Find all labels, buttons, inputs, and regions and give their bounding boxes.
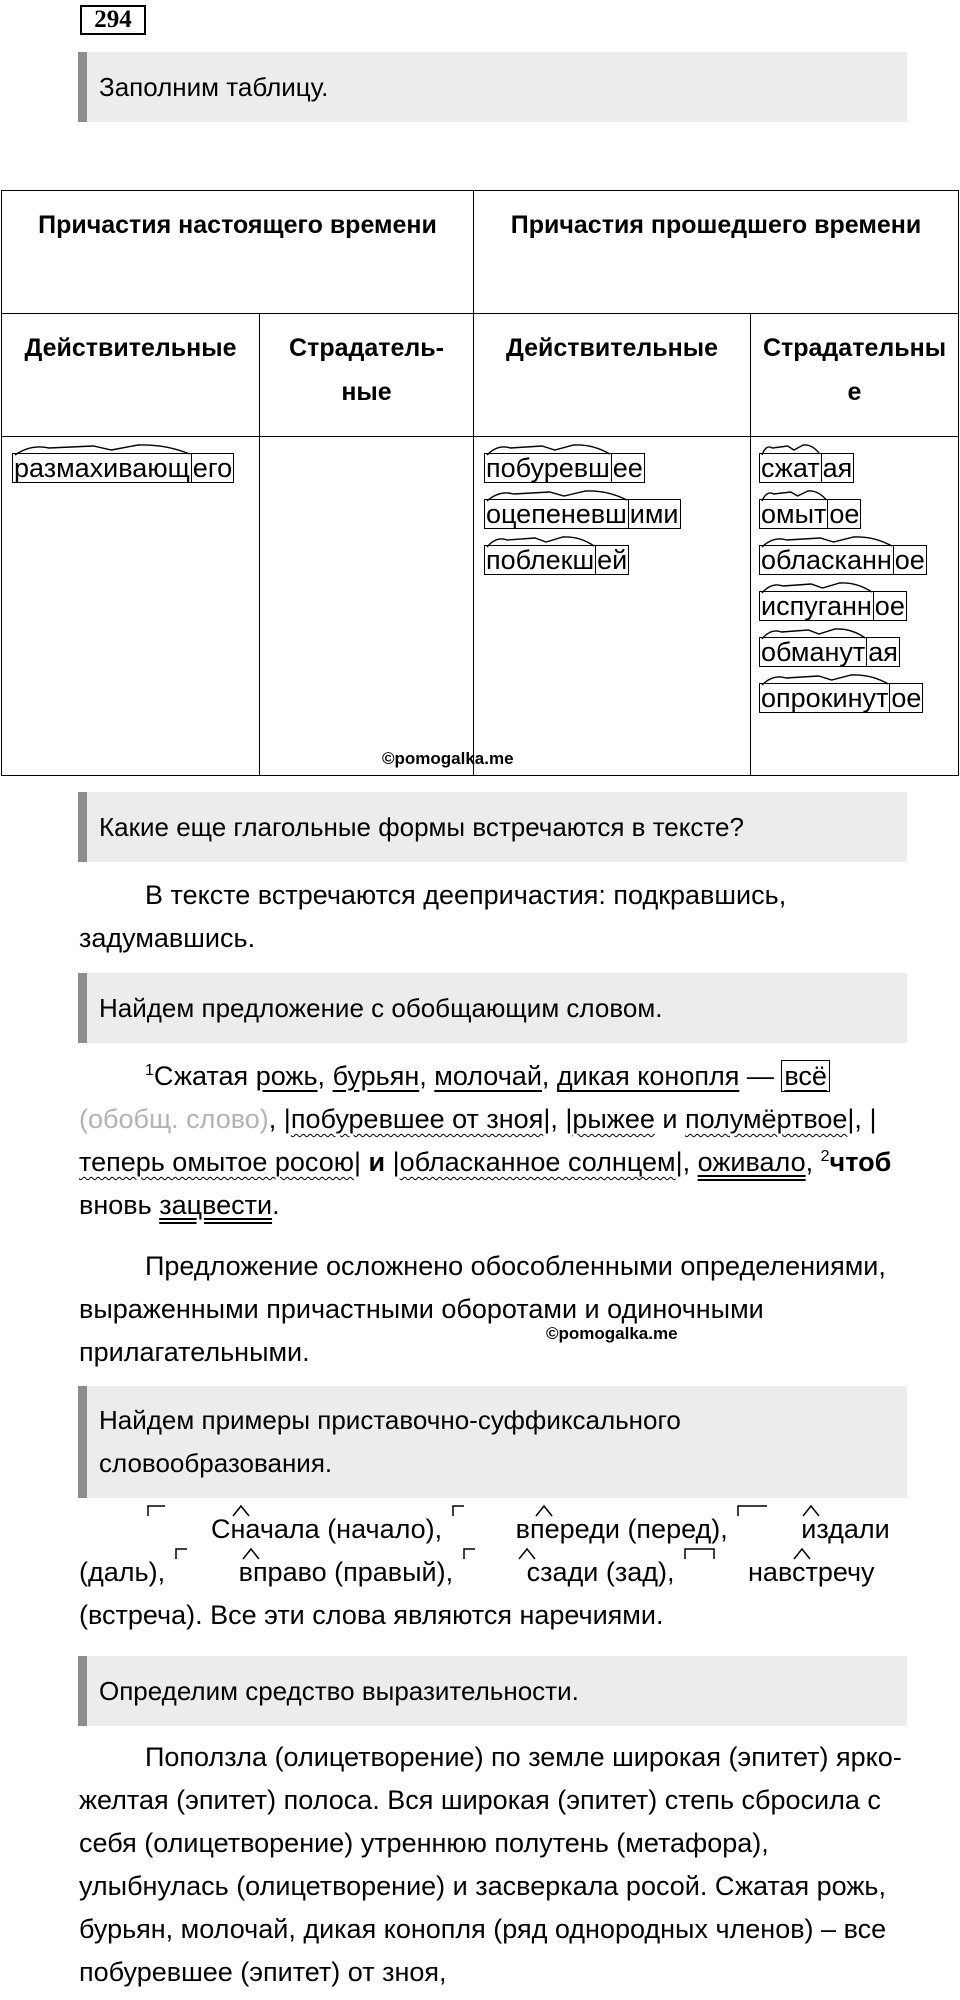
- participle-word: [759, 447, 958, 493]
- word-stem: опрокинут: [759, 683, 889, 713]
- word-ending: ее: [612, 453, 643, 483]
- subject-word: бурьян: [332, 1061, 420, 1091]
- col-header-present-active: Действительные: [2, 314, 260, 437]
- participle-word: [484, 493, 750, 539]
- question-generalizing-word: [78, 973, 907, 1043]
- word-list: [474, 437, 750, 585]
- root-arc: [760, 672, 890, 686]
- word-formation-word: вправо: [173, 1551, 327, 1594]
- watermark: ©pomogalka.me: [546, 1324, 678, 1343]
- participial-phrase: обласканное солнцем: [399, 1147, 676, 1177]
- answer-expressive-means: Поползла (олицетворение) по земле широкая (эпитет) ярко-желтая (эпитет) полоса. Вся широкая (эпитет) степь сбросила с себя (олицетворение) утреннюю полутень (метафора), улыбнулась (олицетворение) и засверкала росой. Сжатая рожь, бурьян, молочай, дикая конопля (ряд однородных членов) – все побуревшее (эпитет) от зноя,: [79, 1742, 902, 1987]
- participle-word: [484, 539, 750, 585]
- word-ending: ая: [822, 453, 853, 483]
- task-number: 294: [80, 5, 146, 35]
- participial-phrase: побуревшее от зноя: [290, 1104, 544, 1134]
- question-word-formation: [78, 1386, 907, 1498]
- question-text: Определим средство выразительности.: [99, 1676, 579, 1706]
- word-ending: его: [192, 453, 233, 483]
- participial-phrase: теперь омытое росою: [79, 1147, 354, 1177]
- root-arc: [760, 626, 867, 640]
- word-stem: обманут: [759, 637, 866, 667]
- watermark: ©pomogalka.me: [382, 749, 514, 768]
- root-arc: [760, 442, 822, 456]
- word-formation-word: издали: [735, 1508, 889, 1551]
- adjective: рыжее: [572, 1104, 655, 1134]
- subject-word: дикая конопля: [556, 1061, 740, 1091]
- instruction-text: Заполним таблицу.: [99, 72, 329, 102]
- root-arc: [760, 488, 828, 502]
- generalizing-note: (обобщ. слово): [79, 1104, 269, 1134]
- word-formation-word: навстречу: [682, 1551, 875, 1594]
- answer-verb-forms: В тексте встречаются деепричастия: подкравшись, задумавшись.: [79, 880, 787, 953]
- morpheme-marks: [735, 1504, 835, 1516]
- participle-word: [759, 585, 958, 631]
- word-formation-word: сзади: [461, 1551, 599, 1594]
- participles-table: [1, 190, 959, 776]
- root-arc: [13, 442, 192, 456]
- subject-word: рожь: [255, 1061, 318, 1091]
- cell-past-active: [382, 437, 751, 776]
- word-formation-word: Сначала: [145, 1508, 320, 1551]
- participle-word: [759, 539, 958, 585]
- root-arc: [485, 488, 629, 502]
- participle-word: [759, 677, 958, 723]
- word-stem: оцепеневш: [484, 499, 628, 529]
- header-past: Причастия прошедшего времени: [474, 191, 959, 314]
- root-arc: [760, 580, 874, 594]
- participle-word: [12, 447, 259, 493]
- cell-present-passive: [260, 437, 474, 776]
- root-arc: [485, 534, 596, 548]
- answer-complication: Предложение осложнено обособленными определениями, выраженными причастными оборотами и одиночными прилагательными.: [79, 1251, 886, 1367]
- subject-word: молочай: [434, 1061, 542, 1091]
- question-verb-forms: [78, 792, 907, 862]
- word-list: [751, 437, 958, 723]
- word-stem: поблекш: [484, 545, 595, 575]
- root-arc: [485, 442, 612, 456]
- participle-word: [759, 493, 958, 539]
- word-ending: ей: [597, 545, 628, 575]
- word-ending: ими: [629, 499, 679, 529]
- question-text: Какие еще глагольные формы встречаются в тексте?: [99, 812, 744, 842]
- word-stem: омыт: [759, 499, 827, 529]
- clause-number: 1: [145, 1062, 154, 1079]
- word-ending: ая: [868, 637, 898, 667]
- clause-number: 2: [820, 1148, 830, 1165]
- root-arc: [760, 534, 894, 548]
- morpheme-marks: [682, 1547, 812, 1559]
- word-list: [2, 437, 259, 493]
- header-present: Причастия настоящего времени: [2, 191, 474, 314]
- word-formation-word: впереди: [450, 1508, 620, 1551]
- predicate-word: зацвести: [159, 1190, 273, 1220]
- word-ending: ое: [874, 591, 905, 621]
- word-ending: ое: [894, 545, 925, 575]
- generalizing-word: всё: [781, 1060, 830, 1092]
- word-stem: обласканн: [759, 545, 893, 575]
- word-stem: размахивающ: [12, 453, 191, 483]
- sentence-analysis: $^1$Сжатая рожь, бурьян, молочай, дикая конопля — всё (обобщ. слово), |побуревшее от зноя|, |рыжее и полумёртвое|, |теперь омытое росою| и |обласканное солнцем|, оживало, $^2$чтоб вновь зацвести.: [79, 1061, 892, 1220]
- col-header-past-active: Действительные: [474, 314, 751, 437]
- question-text: Найдем предложение с обобщающим словом.: [99, 993, 663, 1023]
- morpheme-marks: [145, 1504, 255, 1516]
- word-stem: побуревш: [484, 453, 611, 483]
- predicate-word: оживало: [697, 1147, 806, 1177]
- conjunction: чтоб: [829, 1147, 892, 1177]
- word-ending: ое: [891, 683, 922, 713]
- cell-past-passive: [751, 437, 959, 776]
- participle-word: [759, 631, 958, 677]
- conjunction: и: [368, 1147, 386, 1177]
- word-formation-examples: Сначала (начало), впереди (перед), издали (даль), вправо (правый), сзади (зад), навстречу (встреча). Все эти слова являются наречиями.: [79, 1508, 909, 1637]
- word-stem: сжат: [759, 453, 821, 483]
- morpheme-marks: [173, 1547, 273, 1559]
- word-ending: ое: [829, 499, 860, 529]
- morpheme-marks: [461, 1547, 551, 1559]
- col-header-present-passive: Страдатель-ные: [260, 314, 474, 437]
- question-expressive-means: [78, 1656, 907, 1726]
- participle-word: [484, 447, 750, 493]
- instruction-fill-table: [78, 52, 907, 122]
- cell-present-active: [2, 437, 260, 776]
- question-text: Найдем примеры приставочно-суффиксального словообразования.: [99, 1405, 681, 1478]
- adjective: полумёртвое: [684, 1104, 848, 1134]
- col-header-past-passive: Страдательные: [751, 314, 959, 437]
- word-stem: испуганн: [759, 591, 873, 621]
- morpheme-marks: [450, 1504, 560, 1516]
